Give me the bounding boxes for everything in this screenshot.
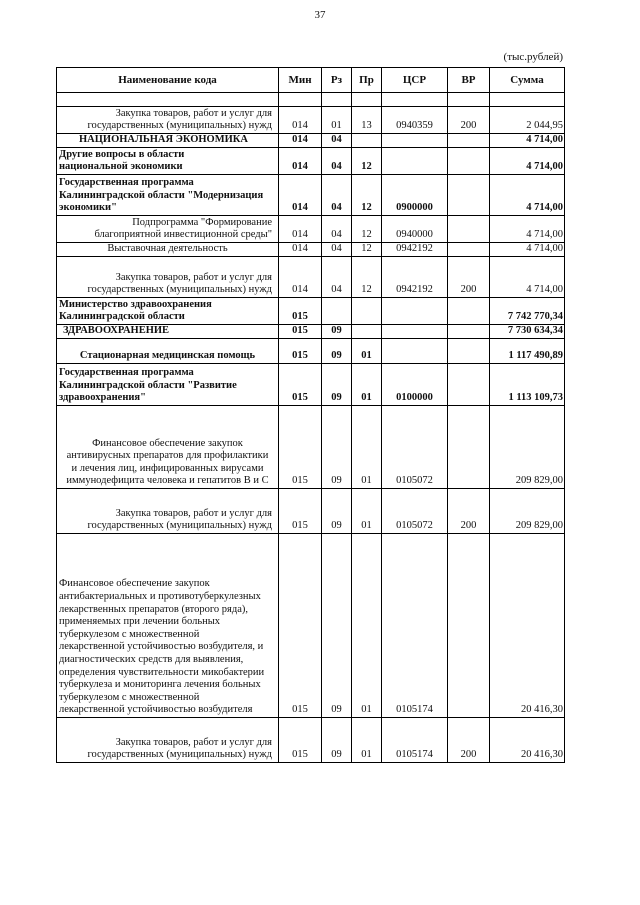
- budget-table: [56, 67, 565, 763]
- row-min: 014: [279, 216, 322, 243]
- row-vr: [448, 175, 490, 216]
- row-rz: 04: [322, 175, 352, 216]
- row-pr: 01: [352, 718, 382, 763]
- row-name: Финансовое обеспечение закупок антивирусных препаратов для профилактики и лечения лиц, инфицированных вирусами иммунодефицита человека и гепатитов В и С: [57, 406, 279, 489]
- row-csr: 0105174: [382, 718, 448, 763]
- row-vr: 200: [448, 257, 490, 298]
- row-min: 014: [279, 148, 322, 175]
- row-rz: 04: [322, 216, 352, 243]
- header-rz: Рз: [322, 68, 352, 93]
- header-sum: Сумма: [490, 68, 565, 93]
- row-name: Государственная программа Калининградской области "Развитие здравоохранения": [57, 364, 279, 406]
- row-pr: 12: [352, 216, 382, 243]
- row-name: Закупка товаров, работ и услуг для государственных (муниципальных) нужд: [57, 107, 279, 134]
- table-row: [57, 175, 565, 216]
- row-rz: 09: [322, 364, 352, 406]
- row-sum: 209 829,00: [490, 406, 565, 489]
- table-row: [57, 534, 565, 718]
- row-csr: [382, 325, 448, 339]
- row-sum: 20 416,30: [490, 718, 565, 763]
- row-csr: [382, 298, 448, 325]
- table-row: [57, 339, 565, 364]
- table-row: [57, 298, 565, 325]
- row-pr: 12: [352, 243, 382, 257]
- row-sum: 4 714,00: [490, 175, 565, 216]
- row-pr: 12: [352, 257, 382, 298]
- row-min: 014: [279, 257, 322, 298]
- spacer-row: [57, 93, 565, 107]
- row-name: Закупка товаров, работ и услуг для государственных (муниципальных) нужд: [57, 257, 279, 298]
- row-min: 015: [279, 339, 322, 364]
- table-row: [57, 406, 565, 489]
- row-pr: 01: [352, 489, 382, 534]
- row-vr: [448, 406, 490, 489]
- header-name: Наименование кода: [57, 68, 279, 93]
- row-rz: [322, 298, 352, 325]
- row-vr: [448, 339, 490, 364]
- row-min: 015: [279, 534, 322, 718]
- table-row: [57, 364, 565, 406]
- header-pr: Пр: [352, 68, 382, 93]
- row-csr: 0105072: [382, 489, 448, 534]
- row-min: 015: [279, 364, 322, 406]
- row-rz: 04: [322, 134, 352, 148]
- row-pr: 01: [352, 364, 382, 406]
- table-row: [57, 107, 565, 134]
- row-vr: 200: [448, 489, 490, 534]
- row-name: Выставочная деятельность: [57, 243, 279, 257]
- row-name: Закупка товаров, работ и услуг для государственных (муниципальных) нужд: [57, 489, 279, 534]
- row-sum: 4 714,00: [490, 134, 565, 148]
- row-csr: 0100000: [382, 364, 448, 406]
- table-row: [57, 148, 565, 175]
- table-row: [57, 257, 565, 298]
- row-rz: 09: [322, 489, 352, 534]
- row-pr: [352, 134, 382, 148]
- row-name: НАЦИОНАЛЬНАЯ ЭКОНОМИКА: [57, 134, 279, 148]
- row-csr: [382, 339, 448, 364]
- row-rz: 09: [322, 534, 352, 718]
- table-row: [57, 489, 565, 534]
- row-vr: [448, 243, 490, 257]
- row-sum: 1 117 490,89: [490, 339, 565, 364]
- row-name: Другие вопросы в области национальной экономики: [57, 148, 279, 175]
- row-rz: 09: [322, 339, 352, 364]
- row-sum: 209 829,00: [490, 489, 565, 534]
- units-label: (тыс.рублей): [503, 51, 563, 63]
- row-min: 015: [279, 489, 322, 534]
- table-header-row: [57, 68, 565, 93]
- row-csr: 0900000: [382, 175, 448, 216]
- row-name: Министерство здравоохранения Калининградской области: [57, 298, 279, 325]
- page-number: 37: [314, 9, 326, 21]
- row-csr: 0940359: [382, 107, 448, 134]
- row-sum: 4 714,00: [490, 257, 565, 298]
- row-pr: 13: [352, 107, 382, 134]
- row-name: Подпрограмма "Формирование благоприятной инвестиционной среды": [57, 216, 279, 243]
- table-row: [57, 718, 565, 763]
- row-pr: 12: [352, 148, 382, 175]
- row-pr: 12: [352, 175, 382, 216]
- row-name: ЗДРАВООХРАНЕНИЕ: [57, 325, 279, 339]
- row-vr: [448, 534, 490, 718]
- row-min: 014: [279, 243, 322, 257]
- row-sum: 2 044,95: [490, 107, 565, 134]
- row-min: 015: [279, 718, 322, 763]
- row-vr: [448, 134, 490, 148]
- row-rz: 01: [322, 107, 352, 134]
- row-sum: 1 113 109,73: [490, 364, 565, 406]
- row-rz: 04: [322, 257, 352, 298]
- row-vr: [448, 298, 490, 325]
- row-name: Закупка товаров, работ и услуг для государственных (муниципальных) нужд: [57, 718, 279, 763]
- table-row: [57, 134, 565, 148]
- row-vr: [448, 364, 490, 406]
- row-min: 015: [279, 325, 322, 339]
- row-sum: 7 742 770,34: [490, 298, 565, 325]
- row-csr: 0942192: [382, 257, 448, 298]
- row-vr: [448, 325, 490, 339]
- row-csr: [382, 148, 448, 175]
- row-min: 015: [279, 406, 322, 489]
- row-pr: 01: [352, 534, 382, 718]
- row-name: Стационарная медицинская помощь: [57, 339, 279, 364]
- row-csr: 0105174: [382, 534, 448, 718]
- row-pr: [352, 298, 382, 325]
- row-csr: 0105072: [382, 406, 448, 489]
- row-csr: 0942192: [382, 243, 448, 257]
- row-sum: 7 730 634,34: [490, 325, 565, 339]
- row-vr: 200: [448, 718, 490, 763]
- row-sum: 4 714,00: [490, 148, 565, 175]
- row-vr: 200: [448, 107, 490, 134]
- row-rz: 04: [322, 243, 352, 257]
- row-vr: [448, 148, 490, 175]
- row-pr: 01: [352, 339, 382, 364]
- row-rz: 09: [322, 325, 352, 339]
- table-row: [57, 216, 565, 243]
- header-csr: ЦСР: [382, 68, 448, 93]
- row-csr: 0940000: [382, 216, 448, 243]
- row-pr: [352, 325, 382, 339]
- row-sum: 20 416,30: [490, 534, 565, 718]
- row-vr: [448, 216, 490, 243]
- header-min: Мин: [279, 68, 322, 93]
- row-name: Государственная программа Калининградской области "Модернизация экономики": [57, 175, 279, 216]
- row-min: 015: [279, 298, 322, 325]
- row-sum: 4 714,00: [490, 216, 565, 243]
- row-rz: 09: [322, 406, 352, 489]
- row-min: 014: [279, 134, 322, 148]
- table-row: [57, 325, 565, 339]
- row-pr: 01: [352, 406, 382, 489]
- row-sum: 4 714,00: [490, 243, 565, 257]
- row-rz: 04: [322, 148, 352, 175]
- row-csr: [382, 134, 448, 148]
- row-min: 014: [279, 107, 322, 134]
- row-min: 014: [279, 175, 322, 216]
- row-name: Финансовое обеспечение закупок антибактериальных и противотуберкулезных лекарственных препаратов (второго ряда), применяемых при лечении больных туберкулезом с множественной лекарственной устойчивостью возбудителя, и диагностических средств для выявления, определения чувствительности микобактерии туберкулеза и мониторинга лечения больных туберкулезом с множественной лекарственной устойчивостью возбудителя: [57, 534, 279, 718]
- header-vr: ВР: [448, 68, 490, 93]
- row-rz: 09: [322, 718, 352, 763]
- table-row: [57, 243, 565, 257]
